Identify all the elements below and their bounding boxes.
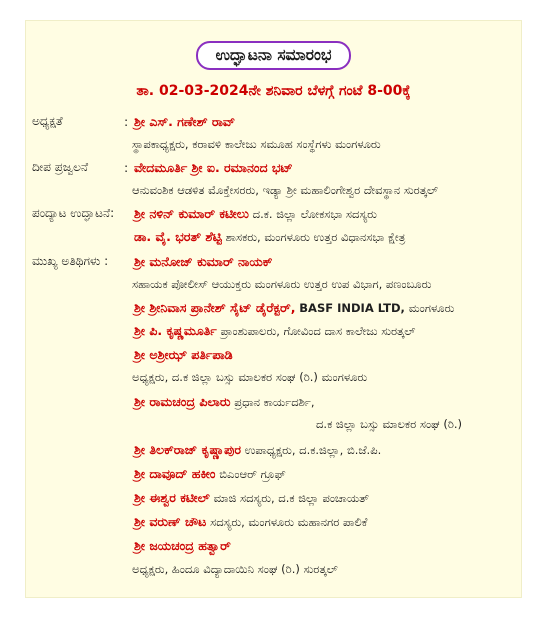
guest3-desc: ಪ್ರಾಂಶುಪಾಲರು, ಗೋವಿಂದ ದಾಸ ಕಾಲೇಜು ಸುರತ್ಕಲ್ [220,324,416,338]
guest5-desc: ಪ್ರಧಾನ ಕಾರ್ಯದರ್ಶಿ, [234,395,315,409]
guest6-desc: ಉಪಾಧ್ಯಕ್ಷರು, ದ.ಕ.ಜಿಲ್ಲಾ, ಬಿ.ಜೆ.ಪಿ. [244,443,382,457]
inaug1-name: ಶ್ರೀ ನಳಿನ್ ಕುಮಾರ್ ಕಟೀಲು [134,206,249,221]
inauguration-row-2 [134,228,405,246]
title-container [26,41,521,70]
guest6-name: ಶ್ರೀ ತಿಲಕ್‌ರಾಜ್ ಕೃಷ್ಣಾಪುರ [134,442,241,457]
guest9-desc: ಸದಸ್ಯರು, ಮಂಗಳೂರು ಮಹಾನಗರ ಪಾಲಿಕೆ [210,515,368,529]
guest10-desc: ಅಧ್ಯಕ್ಷರು, ಹಿಂದೂ ವಿದ್ಯಾದಾಯಿನಿ ಸಂಘ (ರಿ.) ಸುರತ್ಕಲ್ [132,562,338,576]
president-label: ಅಧ್ಯಕ್ಷತೆ [32,114,63,128]
colon: : [124,114,129,129]
guest7-desc: ಬಿಎಂಆರ್ ಗ್ರೂಫ್ [219,467,286,481]
inaug2-desc: ಶಾಸಕರು, ಮಂಗಳೂರು ಉತ್ತರ ವಿಧಾನಸಭಾ ಕ್ಷೇತ್ರ [225,230,406,244]
guest2-city: ಮಂಗಳೂರು [408,301,455,315]
invitation-card [25,20,522,598]
guest6-row [134,441,381,459]
guest3-row [134,322,415,340]
guest1-name: ಶ್ರೀ ಮನೋಜ್ ಕುಮಾರ್ ನಾಯಕ್ [134,254,273,269]
inaug1-desc: ದ.ಕ. ಜಿಲ್ಲಾ ಲೋಕಸಭಾ ಸದಸ್ಯರು [252,207,377,221]
guest5-row [134,393,315,411]
inaug2-name: ಡಾ. ವೈ. ಭರತ್ ಶೆಟ್ಟಿ [134,229,222,244]
guest3-name: ಶ್ರೀ ಪಿ. ಕೃಷ್ಣಮೂರ್ತಿ [134,323,217,338]
guest10-name: ಶ್ರೀ ಜಯಚಂದ್ರ ಹತ್ವಾರ್ [134,538,231,553]
guest5-name: ಶ್ರೀ ರಾಮಚಂದ್ರ ಪಿಲಾರು [134,394,231,409]
event-title: ಉದ್ಘಾಟನಾ ಸಮಾರಂಭ [196,41,352,70]
guest4-desc: ಅಧ್ಯಕ್ಷರು, ದ.ಕ ಜಿಲ್ಲಾ ಬಸ್ಸು ಮಾಲಕರ ಸಂಘ (ರಿ.) ಮಂಗಳೂರು [132,370,368,384]
guest2-name: ಶ್ರೀ ಶ್ರೀನಿವಾಸ ಪ್ರಾನೇಶ್ ಸೈಟ್ ಡೈರೆಕ್ಟರ್, [134,300,296,315]
guest4-name: ಶ್ರೀ ಅಶ್ರೀಝ್ ಪರ್ತಿಪಾಡಿ [134,347,233,362]
guest7-name: ಶ್ರೀ ದಾವೂದ್ ಹಕೀಂ [134,466,216,481]
lamp-desc: ಆನುವಂಶಿಕ ಆಡಳಿತ ಮೊಕ್ತೇಸರರು, ಇಡ್ಯಾ ಶ್ರೀ ಮಹಾಲಿಂಗೇಶ್ವರ ದೇವಸ್ಥಾನ ಸುರತ್ಕಲ್ [132,183,439,197]
lamp-label: ದೀಪ ಪ್ರಜ್ವಲನೆ [32,160,89,174]
event-date-line: ತಾ. 02-03-2024ನೇ ಶನಿವಾರ ಬೆಳಗ್ಗೆ ಗಂಟೆ 8-00ಕ್ಕೆ [136,83,411,99]
lamp-name: ವೇದಮೂರ್ತಿ ಶ್ರೀ ಐ. ರಮಾನಂದ ಭಟ್ [134,160,293,175]
colon: : [124,160,129,175]
guest9-row [134,513,367,531]
guest8-name: ಶ್ರೀ ಈಶ್ವರ ಕಟೀಲ್ [134,490,210,505]
guest7-row [134,465,286,483]
guest2-row [134,299,454,317]
president-name: ಶ್ರೀ ಎಸ್. ಗಣೇಶ್ ರಾವ್ [134,114,235,129]
inauguration-label: ಪಂದ್ಯಾಟ ಉದ್ಘಾಟನೆ: [32,206,115,220]
guest8-desc: ಮಾಜಿ ಸದಸ್ಯರು, ದ.ಕ ಜಿಲ್ಲಾ ಪಂಚಾಯತ್ [213,491,369,505]
guest2-company: BASF INDIA LTD, [299,301,405,315]
guest9-name: ಶ್ರೀ ವರುಣ್ ಚೌಟ [134,514,207,529]
chief-guests-label: ಮುಖ್ಯ ಅತಿಥಿಗಳು : [32,254,109,268]
guest1-desc: ಸಹಾಯಕ ಪೋಲೀಸ್ ಆಯುಕ್ತರು ಮಂಗಳೂರು ಉತ್ತರ ಉಪ ವಿಭಾಗ, ಪಣಂಬೂರು [132,277,432,291]
president-desc: ಸ್ಥಾಪಕಾಧ್ಯಕ್ಷರು, ಕರಾವಳಿ ಕಾಲೇಜು ಸಮೂಹ ಸಂಸ್ಥೆಗಳು ಮಂಗಳೂರು [132,137,381,151]
guest8-row [134,489,369,507]
guest5-desc-2: ದ.ಕ ಜಿಲ್ಲಾ ಬಸ್ಸು ಮಾಲಕರ ಸಂಘ (ರಿ.) [316,417,463,431]
